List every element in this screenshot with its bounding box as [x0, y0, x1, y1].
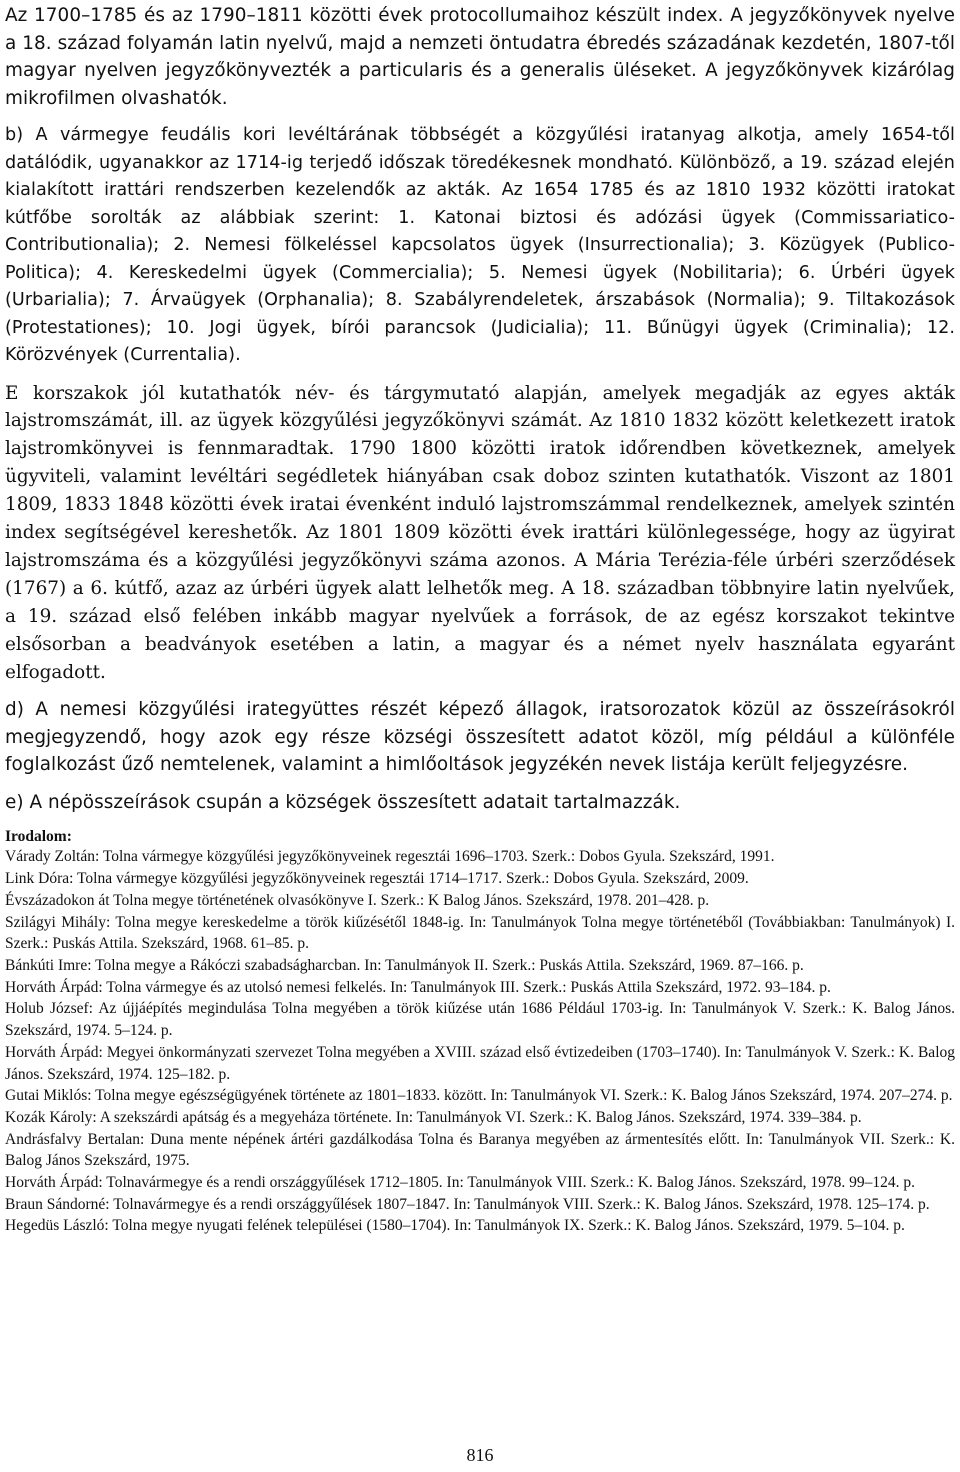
references-heading: Irodalom:	[5, 828, 72, 846]
reference-item: Horváth Árpád: Megyei önkormányzati szervezet Tolna megyében a XVIII. század első évtizedeiben (1703–1740). In: Tanulmányok V. Szerk.: K. Balog János. Szekszárd, 1974. 125–182. p.	[5, 1043, 955, 1083]
paragraph-research-periods: E korszakok jól kutathatók név- és tárgymutató alapján, amelyek megadják az egyes akták lajstromszámát, ill. az ügyek közgyűlési jegyzőkönyvi számát. Az 1810 1832 között keletkezett iratok lajstromkönyvei is fennmaradtak. 1790 1800 közötti iratok időrendben következnek, amelyek ügyviteli, valamint levéltári segédletek hiányában csak doboz szinten kutathatók. Viszont az 1801 1809, 1833 1848 közötti évek iratai évenként induló lajstromszámmal rendelkeznek, amelyek szintén index segítségével kereshetők. Az 1801 1809 közötti évek irattári különlegessége, hogy az ügyirat lajstromszáma és a közgyűlési jegyzőkönyvi száma azonos. A Mária Terézia-féle úrbéri szerződések (1767) a 6. kútfő, azaz az úrbéri ügyek alatt lelhetők meg. A 18. században többnyire latin nyelvűek, a 19. század első felében inkább magyar nyelvűek a források, de az egész korszakot tekintve elsősorban a beadványok esetében a latin, a magyar és a német nyelv használata egyaránt elfogadott.	[5, 382, 955, 683]
reference-item: Braun Sándorné: Tolnavármegye és a rendi országgyűlések 1807–1847. In: Tanulmányok VIII. Szerk.: K. Balog János. Szekszárd, 1978. 125–174. p.	[5, 1195, 930, 1213]
reference-item: Bánkúti Imre: Tolna megye a Rákóczi szabadságharcban. In: Tanulmányok II. Szerk.: Puskás Attila. Szekszárd, 1969. 87–166. p.	[5, 956, 804, 974]
paragraph-b-feudal-archive: b) A vármegye feudális kori levéltárának többségét a közgyűlési iratanyag alkotja, amely 1654-től datálódik, ugyanakkor az 1714-ig terjedő időszak töredékesnek mondható. Különböző, a 19. század elején kialakított irattári rendszerben kezelendők az akták. Az 1654 1785 és az 1810 1932 közötti iratokat kútfőbe sorolták az alábbiak szerint: 1. Katonai biztosi és adózási ügyek (Commissariatico-Contributionalia); 2. Nemesi fölkeléssel kapcsolatos ügyek (Insurrectionalia); 3. Közügyek (Publico-Politica); 4. Kereskedelmi ügyek (Commercialia); 5. Nemesi ügyek (Nobilitaria); 6. Úrbéri ügyek (Urbarialia); 7. Árvaügyek (Orphanalia); 8. Szabályrendeletek, árszabások (Normalia); 9. Tiltakozások (Protestationes); 10. Jogi ügyek, bírói parancsok (Judicialia); 11. Bűnügyi ügyek (Criminalia); 12. Körözvények (Currentalia).	[5, 125, 955, 365]
reference-item: Andrásfalvy Bertalan: Duna mente népének ártéri gazdálkodása Tolna és Baranya megyében az ármentesítés előtt. In: Tanulmányok VII. Szerk.: K. Balog János Szekszárd, 1975.	[5, 1130, 955, 1170]
references-list	[5, 846, 955, 1237]
reference-item: Várady Zoltán: Tolna vármegye közgyűlési jegyzőkönyveinek regesztái 1696–1703. Szerk.: Dobos Gyula. Szekszárd, 1991.	[5, 848, 775, 866]
reference-item: Évszázadokon át Tolna megye történetének olvasókönyve I. Szerk.: K Balog János. Szekszárd, 1978. 201–428. p.	[5, 891, 710, 909]
document-page	[5, 0, 955, 1472]
reference-item: Kozák Károly: A szekszárdi apátság és a megyeháza története. In: Tanulmányok VI. Szerk.: K. Balog János. Szekszárd, 1974. 339–384. p.	[5, 1108, 862, 1126]
reference-item: Horváth Árpád: Tolna vármegye és az utolsó nemesi felkelés. In: Tanulmányok III. Szerk.: Puskás Attila Szekszárd, 1972. 93–184. p.	[5, 978, 831, 996]
reference-item: Hegedüs László: Tolna megye nyugati felének települései (1580–1704). In: Tanulmányok IX. Szerk.: K. Balog János. Szekszárd, 1979. 5–104. p.	[5, 1217, 905, 1235]
paragraph-protocol-index: Az 1700–1785 és az 1790–1811 közötti évek protocollumaihoz készült index. A jegyzőkönyvek nyelve a 18. század folyamán latin nyelvű, majd a nemzeti öntudatra ébredés századának kezdetén, 1807-től magyar nyelven jegyzőkönyvezték a particularis és a generalis üléseket. A jegyzőkönyvek kizárólag mikrofilmen olvashatók.	[5, 5, 955, 109]
reference-item: Gutai Miklós: Tolna megye egészségügyének története az 1801–1833. között. In: Tanulmányok VI. Szerk.: K. Balog János Szekszárd, 1974. 207–274. p.	[5, 1087, 953, 1105]
paragraph-e-census: e) A népösszeírások csupán a községek összesített adatait tartalmazzák.	[5, 791, 681, 813]
paragraph-d-noble-assembly: d) A nemesi közgyűlési irategyüttes részét képező állagok, iratsorozatok közül az összeírásokról megjegyzendő, hogy azok egy része községi összesített adatot közöl, míg például a különféle foglalkozást űző nemtelenek, valamint a himlőoltások jegyzékén nevek listája került feljegyzésre.	[5, 699, 955, 776]
page-number: 816	[466, 1445, 494, 1465]
reference-item: Holub József: Az újjáépítés megindulása Tolna megyében a török kiűzése után 1686 Például 1703-ig. In: Tanulmányok V. Szerk.: K. Balog János. Szekszárd, 1974. 5–124. p.	[5, 1000, 955, 1040]
reference-item: Szilágyi Mihály: Tolna megye kereskedelme a török kiűzésétől 1848-ig. In: Tanulmányok Tolna megye történetéből (Továbbiakban: Tanulmányok) I. Szerk.: Puskás Attila. Szekszárd, 1968. 61–85. p.	[5, 913, 955, 953]
reference-item: Link Dóra: Tolna vármegye közgyűlési jegyzőkönyveinek regesztái 1714–1717. Szerk.: Dobos Gyula. Szekszárd, 2009.	[5, 870, 749, 888]
reference-item: Horváth Árpád: Tolnavármegye és a rendi országgyűlések 1712–1805. In: Tanulmányok VIII. Szerk.: K. Balog János. Szekszárd, 1978. 99–124. p.	[5, 1174, 915, 1192]
